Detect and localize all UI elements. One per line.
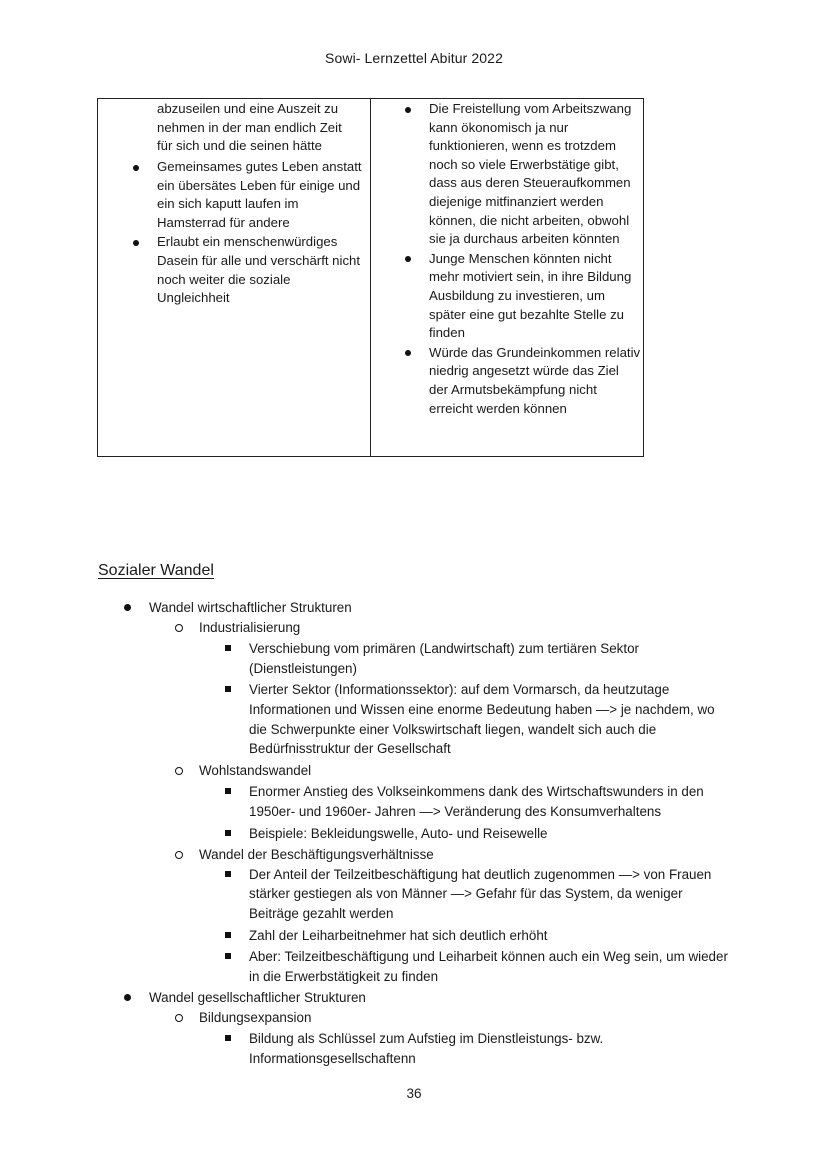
pro-contra-table xyxy=(97,98,644,457)
outline-point-text: Bildung als Schlüssel zum Aufstieg im Dienstleistungs- bzw. Informationsgesellschaftenn xyxy=(249,1031,604,1067)
outline-item-label: Wandel gesellschaftlicher Strukturen xyxy=(149,990,366,1006)
bullet-square-icon xyxy=(225,1035,231,1041)
outline-item-label: Wandel wirtschaftlicher Strukturen xyxy=(149,600,352,615)
continued-text-line: nehmen in der man endlich Zeit xyxy=(157,119,342,135)
outline-point-text: Verschiebung vom primären (Landwirtschaft) zum tertiären Sektor (Dienstleistungen) xyxy=(249,641,639,676)
outline-subitem-label: Wandel der Beschäftigungsverhältnisse xyxy=(199,847,434,863)
outline-subitem-label: Industrialisierung xyxy=(199,619,301,635)
outline-point-text: Der Anteil der Teilzeitbeschäftigung hat deutlich zugenommen —> von Frauen stärker gestiegen als von Männer —> Gefahr für das System, da weniger Beiträge gezahlt werden xyxy=(249,866,712,921)
table-column-pro xyxy=(98,99,371,456)
continued-text-line: für sich und die seinen hätte xyxy=(157,138,322,154)
bullet-filled-icon xyxy=(124,994,131,1001)
outline-subitem xyxy=(199,1008,828,1028)
outline-point xyxy=(249,926,731,946)
outline-subitem-label: Wohlstandswandel xyxy=(199,762,312,778)
bullet-square-icon xyxy=(225,830,231,836)
outline-point-text: Aber: Teilzeitbeschäftigung und Leiharbeit können auch ein Weg sein, um wieder in die Erwerbstätigkeit zu finden xyxy=(249,949,728,984)
contra-list xyxy=(429,100,641,419)
continued-text xyxy=(157,100,365,156)
outline-item xyxy=(149,988,828,1008)
outline-subitem-label: Bildungsexpansion xyxy=(199,1009,312,1025)
bullet-hollow-icon xyxy=(175,767,183,775)
list-item: Gemeinsames gutes Leben anstatt ein übersätes Leben für einige und ein sich kaputt laufen im Hamsterrad für andere xyxy=(157,158,365,232)
list-item: Würde das Grundeinkommen relativ niedrig angesetzt würde das Ziel der Armutsbekämpfung nicht erreicht werden können xyxy=(429,344,641,418)
bullet-square-icon xyxy=(225,788,231,794)
list-item: Junge Menschen könnten nicht mehr motiviert sein, in ihre Bildung Ausbildung zu investieren, um später eine gut bezahlte Stelle zu finden xyxy=(429,250,641,343)
page-header-title: Sowi- Lernzettel Abitur 2022 xyxy=(325,50,503,66)
outline-point-text: Vierter Sektor (Informationssektor): auf dem Vormarsch, da heutzutage Informationen und Wissen eine enorme Bedeutung haben —> je nachdem, wo die Schwerpunkte einer Volkswirtschaft liegen, wandelt sich auch die Bedürfnisstruktur der Gesellschaft xyxy=(249,682,715,757)
outline-point-text: Zahl der Leiharbeitnehmer hat sich deutlich erhöht xyxy=(249,927,548,943)
outline-point xyxy=(249,865,731,924)
bullet-square-icon xyxy=(225,686,231,692)
outline-list xyxy=(0,598,828,1071)
outline-subitem xyxy=(199,618,828,638)
outline-point xyxy=(249,680,731,758)
bullet-hollow-icon xyxy=(175,851,183,859)
outline-point xyxy=(249,782,731,821)
outline-item xyxy=(149,598,828,618)
outline-point xyxy=(249,947,731,986)
list-item: Erlaubt ein menschenwürdiges Dasein für alle und verschärft nicht noch weiter die soziale Ungleichheit xyxy=(157,233,365,307)
outline-point-text: Beispiele: Bekleidungswelle, Auto- und Reisewelle xyxy=(249,825,548,841)
outline-point-text: Enormer Anstieg des Volkseinkommens dank des Wirtschaftswunders in den 1950er- und 1960er- Jahren —> Veränderung des Konsumverhaltens xyxy=(249,784,704,819)
continued-text-line: abzuseilen und eine Auszeit zu xyxy=(157,101,339,116)
bullet-hollow-icon xyxy=(175,624,183,632)
bullet-filled-icon xyxy=(124,604,131,611)
pro-list xyxy=(157,158,365,309)
bullet-hollow-icon xyxy=(175,1014,183,1022)
bullet-square-icon xyxy=(225,953,231,959)
outline-point xyxy=(249,1029,639,1068)
outline-subitem xyxy=(199,845,828,865)
table-column-contra xyxy=(371,99,643,456)
bullet-square-icon xyxy=(225,645,231,651)
outline-subitem xyxy=(199,761,828,781)
page-number: 36 xyxy=(406,1086,422,1101)
outline-point xyxy=(249,639,731,678)
list-item: Die Freistellung vom Arbeitszwang kann ökonomisch ja nur funktionieren, wenn es trotzdem noch so viele Erwerbstätige gibt, dass aus deren Steueraufkommen diejenige mitfinanziert werden können, die nicht arbeiten, obwohl sie ja durchaus arbeiten könnten xyxy=(429,100,641,249)
section-heading: Sozialer Wandel xyxy=(98,562,214,579)
bullet-square-icon xyxy=(225,932,231,938)
outline-point xyxy=(249,824,731,844)
bullet-square-icon xyxy=(225,871,231,877)
